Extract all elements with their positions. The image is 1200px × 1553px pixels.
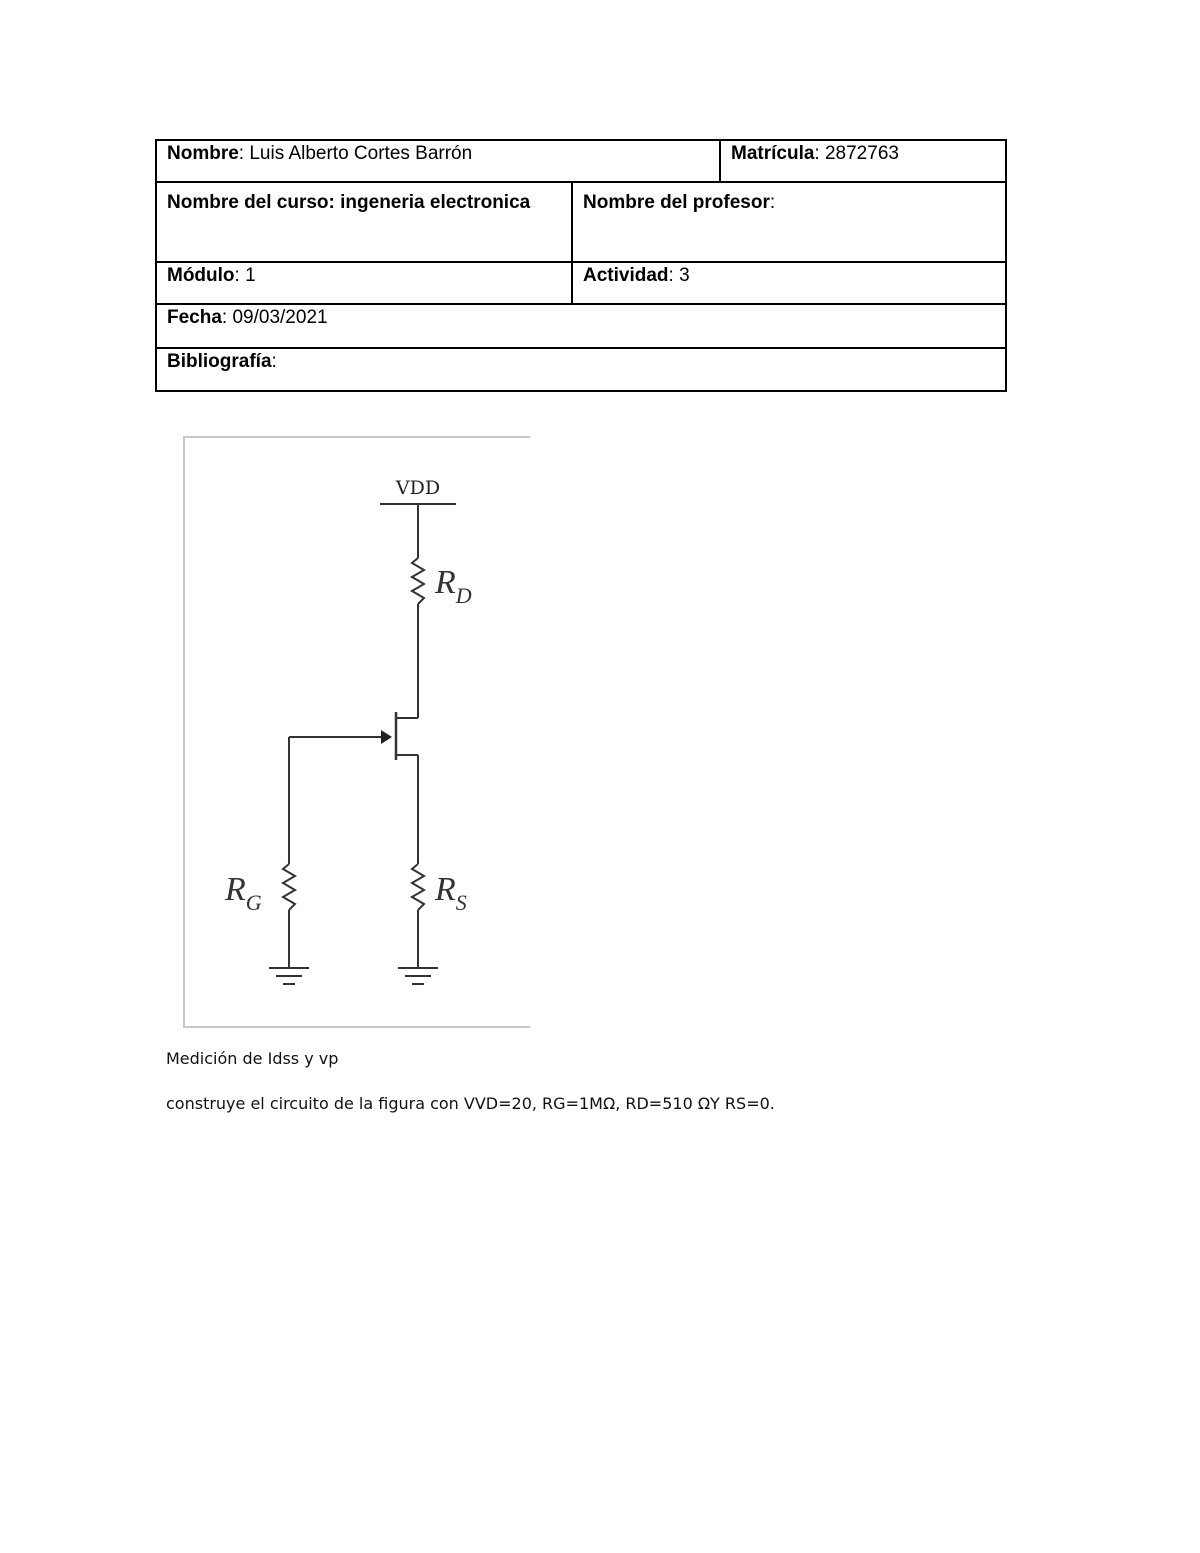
nombre-cell <box>156 140 720 182</box>
actividad-label: Actividad <box>583 265 669 286</box>
nombre-label: Nombre <box>167 143 239 164</box>
bibliografia-value: : <box>271 351 277 372</box>
modulo-value: : 1 <box>234 265 256 286</box>
actividad-value: : 3 <box>668 265 690 286</box>
circuit-figure <box>183 436 530 1028</box>
nombre-value: : Luis Alberto Cortes Barrón <box>238 143 473 164</box>
gate-arrow-icon <box>381 730 392 744</box>
matricula-cell <box>720 140 1006 182</box>
vdd-label: VDD <box>395 477 441 499</box>
fecha-value: : 09/03/2021 <box>221 307 328 328</box>
rg-label <box>224 871 262 915</box>
matricula-label: Matrícula <box>731 143 815 164</box>
curso-label: Nombre del curso: ingeneria electronica <box>167 192 531 213</box>
curso-cell <box>156 182 572 262</box>
fecha-cell <box>156 304 1006 348</box>
jfet-circuit-diagram <box>185 438 530 1026</box>
rs-resistor <box>412 864 424 910</box>
rs-label-main: R <box>435 871 456 908</box>
rs-label-sub: S <box>455 890 467 915</box>
header-table <box>155 139 1007 392</box>
rg-resistor <box>283 864 295 910</box>
rd-resistor <box>412 558 424 604</box>
profesor-cell <box>572 182 1006 262</box>
rs-label <box>434 871 467 915</box>
profesor-label: Nombre del profesor <box>583 192 770 213</box>
rg-label-sub: G <box>245 890 262 915</box>
rd-label-sub: D <box>455 583 472 608</box>
fecha-label: Fecha <box>167 307 222 328</box>
actividad-cell <box>572 262 1006 304</box>
rd-label-main: R <box>435 564 456 601</box>
bibliografia-label: Bibliografía <box>167 351 272 372</box>
rd-label <box>434 564 472 608</box>
profesor-value: : <box>769 192 776 213</box>
measurement-heading: Medición de Idss y vp <box>166 1049 339 1068</box>
rg-label-main: R <box>225 871 246 908</box>
modulo-label: Módulo <box>167 265 235 286</box>
matricula-value: : 2872763 <box>814 143 899 164</box>
bibliografia-cell <box>156 348 1006 391</box>
instruction-text: construye el circuito de la figura con VVD=20, RG=1MΩ, RD=510 ΩY RS=0. <box>166 1094 775 1113</box>
modulo-cell <box>156 262 572 304</box>
